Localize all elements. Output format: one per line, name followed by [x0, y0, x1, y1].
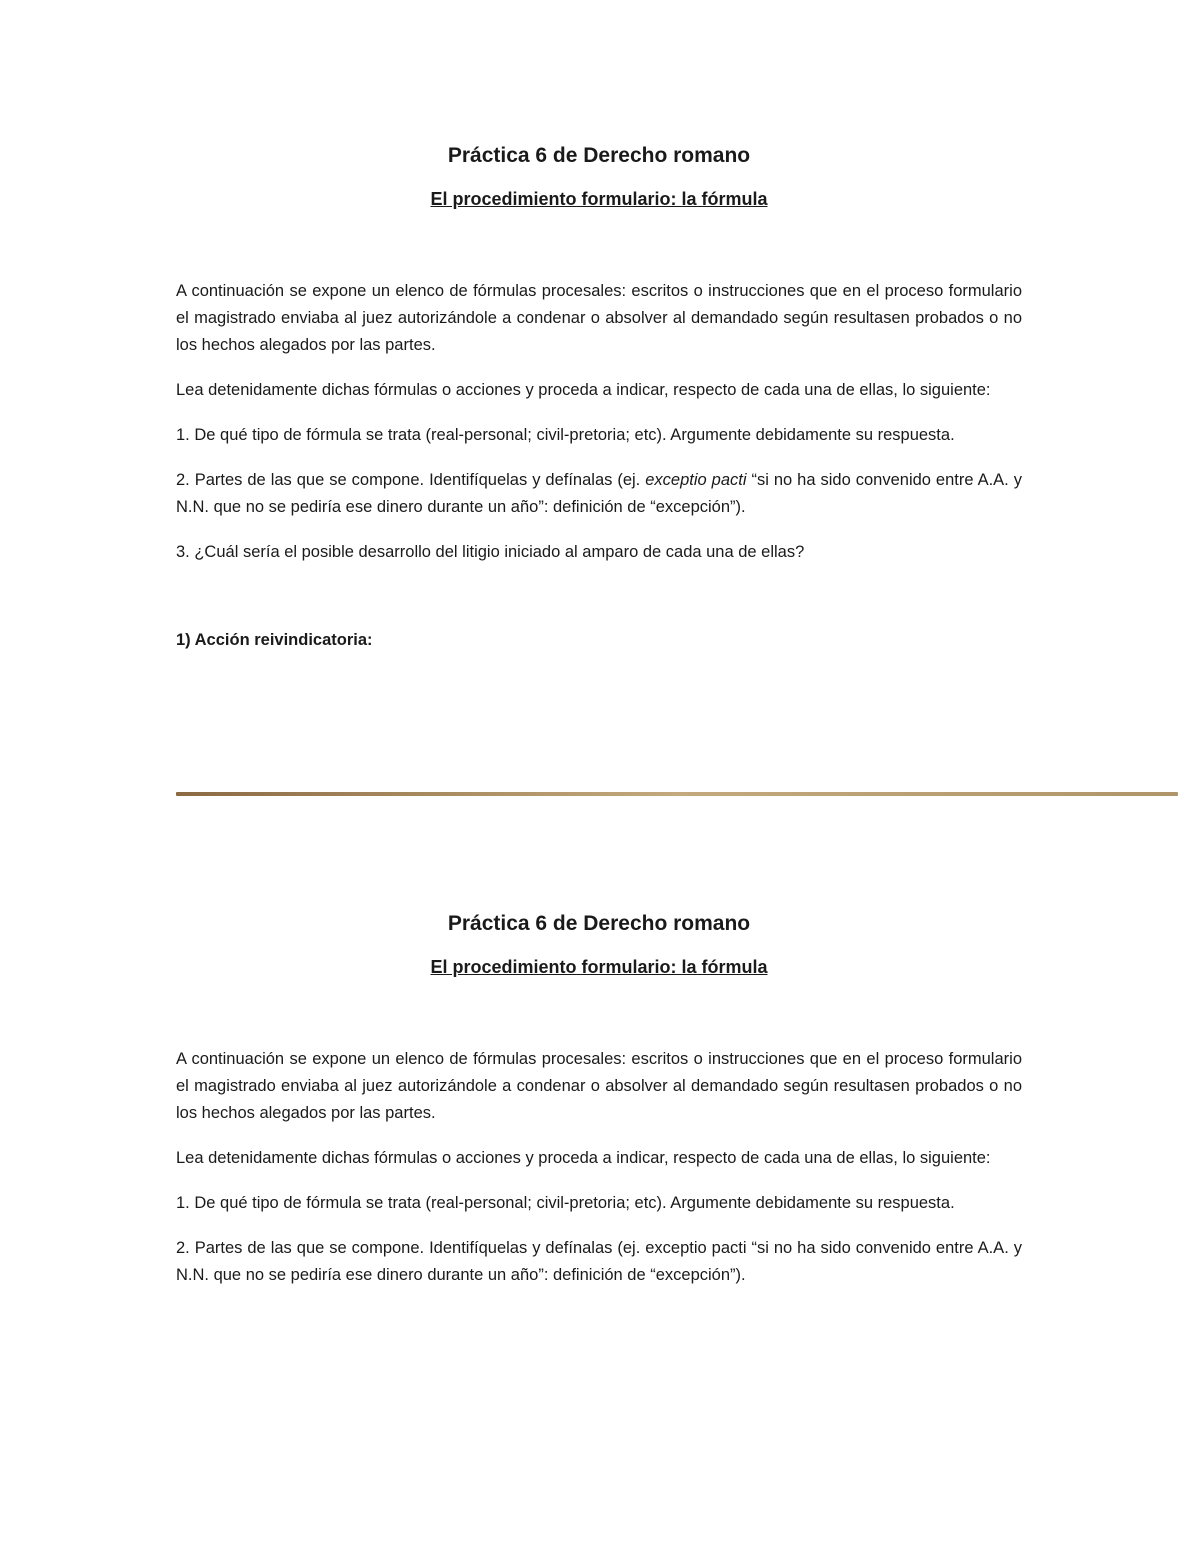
question-item-2: [176, 467, 1022, 521]
document-subtitle: El procedimiento formulario: la fórmula: [430, 957, 768, 977]
instruction-paragraph: Lea detenidamente dichas fórmulas o acciones y proceda a indicar, respecto de cada una de ellas, lo siguiente:: [176, 381, 991, 399]
question-item-2-end: “si no ha sido convenido entre A.A. y N.N. que no se pediría ese dinero durante un año”: definición de “excepción”).: [176, 471, 1022, 516]
document-title: Práctica 6 de Derecho romano: [447, 912, 751, 935]
question-item-2: 2. Partes de las que se compone. Identifíquelas y defínalas (ej. exceptio pacti “si no ha sido convenido entre A.A. y N.N. que no se pediría ese dinero durante un año”: definición de “excepción”).: [176, 1239, 1022, 1284]
document-section-2: [176, 908, 1022, 1289]
page-divider: [176, 792, 1178, 796]
document-subtitle: El procedimiento formulario: la fórmula: [430, 189, 768, 209]
document-section-1: [176, 140, 1022, 654]
question-item-3: 3. ¿Cuál sería el posible desarrollo del litigio iniciado al amparo de cada una de ellas?: [176, 543, 805, 561]
question-item-1: 1. De qué tipo de fórmula se trata (real-personal; civil-pretoria; etc). Argumente debidamente su respuesta.: [176, 426, 955, 444]
intro-paragraph: A continuación se expone un elenco de fórmulas procesales: escritos o instrucciones que en el proceso formulario el magistrado enviaba al juez autorizándole a condenar o absolver al demandado según resultasen probados o no los hechos alegados por las partes.: [176, 1050, 1022, 1122]
intro-paragraph: A continuación se expone un elenco de fórmulas procesales: escritos o instrucciones que en el proceso formulario el magistrado enviaba al juez autorizándole a condenar o absolver al demandado según resultasen probados o no los hechos alegados por las partes.: [176, 282, 1022, 354]
question-item-2-start: 2. Partes de las que se compone. Identifíquelas y defínalas (ej.: [176, 471, 646, 489]
instruction-paragraph: Lea detenidamente dichas fórmulas o acciones y proceda a indicar, respecto de cada una de ellas, lo siguiente:: [176, 1149, 991, 1167]
action-heading: 1) Acción reivindicatoria:: [176, 631, 373, 649]
document-title: Práctica 6 de Derecho romano: [447, 144, 751, 167]
question-item-2-italic: exceptio pacti: [645, 471, 747, 489]
question-item-1: 1. De qué tipo de fórmula se trata (real-personal; civil-pretoria; etc). Argumente debidamente su respuesta.: [176, 1194, 955, 1212]
